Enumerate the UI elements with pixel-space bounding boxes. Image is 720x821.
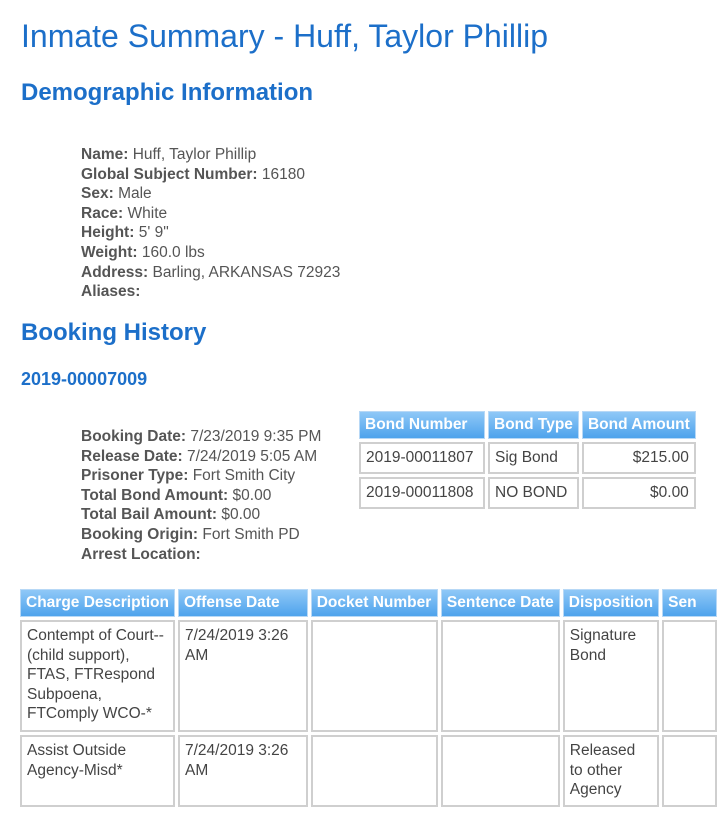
arrest-location-row — [81, 545, 321, 565]
disposition-cell: Signature Bond — [563, 620, 659, 732]
weight-label: Weight: — [81, 243, 138, 261]
total-bail-amount-label: Total Bail Amount: — [81, 506, 218, 524]
charge-description-cell: Assist Outside Agency-Misd* — [20, 735, 175, 807]
booking-date-label: Booking Date: — [81, 428, 187, 445]
charge-row — [20, 735, 717, 807]
sex-row — [81, 184, 340, 204]
aliases-label: Aliases: — [81, 283, 141, 301]
booking-date-row — [81, 427, 321, 447]
demographic-info — [81, 145, 340, 302]
global-subject-number-row — [81, 165, 340, 185]
booking-info — [81, 427, 321, 564]
release-date-label: Release Date: — [81, 447, 183, 465]
global-subject-number-label: Global Subject Number: — [81, 165, 258, 183]
charge-table-container — [17, 586, 720, 816]
address-label: Address: — [81, 263, 149, 281]
sex-value: Male — [118, 185, 152, 203]
bond-type-header: Bond Type — [488, 411, 579, 439]
offense-date-cell: 7/24/2019 3:26 AM — [178, 620, 308, 732]
release-date-value: 7/24/2019 5:05 AM — [186, 447, 318, 465]
total-bail-amount-value: $0.00 — [221, 506, 261, 524]
address-value: Barling, ARKANSAS 72923 — [152, 263, 341, 281]
sex-label: Sex: — [81, 185, 114, 203]
offense-date-header: Offense Date — [178, 589, 308, 617]
prisoner-type-value: Fort Smith City — [192, 467, 296, 485]
arrest-location-label: Arrest Location: — [81, 545, 201, 563]
name-label: Name: — [81, 146, 129, 163]
bond-number-cell: 2019-00011808 — [359, 477, 485, 509]
sentence-date-header: Sentence Date — [441, 589, 560, 617]
prisoner-type-row — [81, 466, 321, 486]
bond-amount-cell: $215.00 — [582, 442, 696, 474]
sentence-cell — [662, 620, 717, 732]
docket-number-cell — [311, 735, 438, 807]
sentence-date-cell — [441, 735, 560, 807]
charge-table — [17, 586, 720, 810]
race-value: White — [127, 204, 168, 222]
bond-number-header: Bond Number — [359, 411, 485, 439]
bond-row — [359, 477, 696, 509]
race-row — [81, 204, 340, 224]
total-bond-amount-label: Total Bond Amount: — [81, 486, 229, 504]
bond-number-cell: 2019-00011807 — [359, 442, 485, 474]
charge-description-cell: Contempt of Court--(child support), FTAS, FTRespond Subpoena, FTComply WCO-* — [20, 620, 175, 732]
booking-origin-row — [81, 525, 321, 545]
docket-number-header: Docket Number — [311, 589, 438, 617]
total-bond-amount-value: $0.00 — [232, 486, 272, 504]
booking-number-heading: 2019-00007009 — [21, 369, 148, 389]
offense-date-cell: 7/24/2019 3:26 AM — [178, 735, 308, 807]
prisoner-type-label: Prisoner Type: — [81, 467, 189, 485]
sentence-date-cell — [441, 620, 560, 732]
sentence-header: Sen — [662, 589, 717, 617]
bond-type-cell: Sig Bond — [488, 442, 579, 474]
disposition-cell: Released to other Agency — [563, 735, 659, 807]
height-label: Height: — [81, 224, 135, 242]
demographic-heading: Demographic Information — [21, 79, 314, 106]
race-label: Race: — [81, 204, 124, 222]
name-value: Huff, Taylor Phillip — [132, 146, 257, 163]
bond-amount-header: Bond Amount — [582, 411, 696, 439]
bond-amount-cell: $0.00 — [582, 477, 696, 509]
charge-header-row — [20, 589, 717, 617]
bond-header-row — [359, 411, 696, 439]
weight-value: 160.0 lbs — [141, 243, 205, 261]
bond-table — [356, 408, 699, 512]
page-title: Inmate Summary - Huff, Taylor Phillip — [21, 18, 548, 54]
height-row — [81, 223, 340, 243]
total-bond-amount-row — [81, 486, 321, 506]
weight-row — [81, 243, 340, 263]
height-value: 5' 9" — [138, 224, 169, 242]
name-row — [81, 145, 340, 165]
booking-date-value: 7/23/2019 9:35 PM — [190, 428, 322, 445]
bond-row — [359, 442, 696, 474]
total-bail-amount-row — [81, 505, 321, 525]
bond-type-cell: NO BOND — [488, 477, 579, 509]
disposition-header: Disposition — [563, 589, 659, 617]
booking-origin-label: Booking Origin: — [81, 525, 199, 543]
charge-row — [20, 620, 717, 732]
booking-origin-value: Fort Smith PD — [202, 525, 300, 543]
charge-description-header: Charge Description — [20, 589, 175, 617]
booking-history-heading: Booking History — [21, 319, 207, 346]
global-subject-number-value: 16180 — [261, 165, 305, 183]
release-date-row — [81, 447, 321, 467]
address-row — [81, 263, 340, 283]
docket-number-cell — [311, 620, 438, 732]
sentence-cell — [662, 735, 717, 807]
aliases-row — [81, 282, 340, 302]
